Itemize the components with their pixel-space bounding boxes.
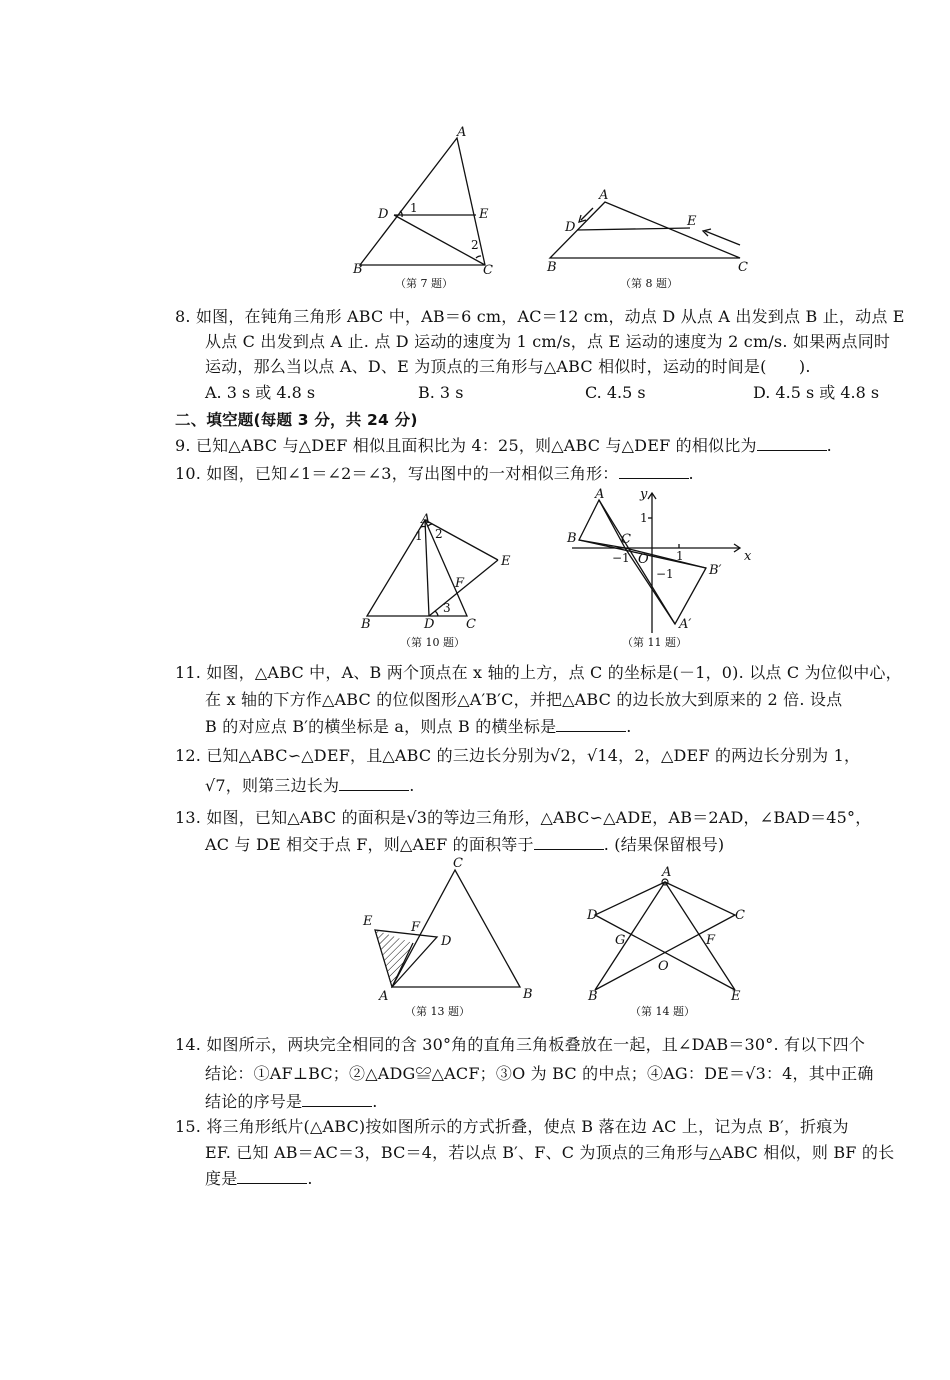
fig8-arrow-e: [705, 231, 740, 245]
fig8-label-a: A: [599, 188, 609, 203]
figure-q13: [355, 855, 545, 1025]
q8-option-c: C. 4.5 s: [585, 383, 646, 402]
fig10-angle2-label: 2: [435, 527, 443, 541]
fig14-label-f: F: [706, 933, 716, 948]
q9-post: .: [826, 436, 832, 455]
fig7-angle2-arc: [476, 256, 481, 258]
fig7-angle1-label: 1: [410, 201, 418, 215]
fig13-caption: （第 13 题）: [405, 1005, 470, 1018]
fig7-angle2-label: 2: [471, 238, 479, 252]
figure-q8: [545, 185, 755, 295]
q11-answer-blank[interactable]: [556, 717, 626, 732]
fig10-label-d: D: [424, 617, 435, 632]
fig11-tick-label-x1: 1: [676, 549, 684, 563]
fig10-label-f: F: [455, 576, 465, 591]
q11-line-1: 11. 如图，△ABC 中，A、B 两个顶点在 x 轴的上方，点 C 的坐标是(－1，0). 以点 C 为位似中心，: [175, 663, 902, 682]
fig13-label-f: F: [411, 920, 421, 935]
section-2-heading: 二、填空题(每题 3 分，共 24 分): [175, 411, 418, 429]
fig13-label-a: A: [379, 989, 389, 1004]
q13-line-2-pre: AC 与 DE 相交于点 F，则△AEF 的面积等于: [205, 835, 534, 854]
fig8-label-e: E: [687, 214, 697, 229]
figure-q10: [355, 510, 525, 655]
q15-line-3: [205, 1169, 313, 1189]
q10-pre: 10. 如图，已知∠1＝∠2＝∠3，写出图中的一对相似三角形：: [175, 464, 619, 483]
fig7-label-b: B: [353, 262, 363, 277]
fig11-tick-label-y1: 1: [640, 511, 648, 525]
fig13-label-e: E: [363, 914, 373, 929]
fig10-angle3-label: 3: [443, 601, 451, 615]
q8-line-1: 8. 如图，在钝角三角形 ABC 中，AB＝6 cm，AC＝12 cm，动点 D 从点 A 出发到点 B 止，动点 E: [175, 307, 905, 326]
fig10-label-c: C: [466, 617, 476, 632]
fig14-label-a: A: [662, 865, 672, 880]
q12-line-2: [205, 776, 414, 796]
q8-option-b: B. 3 s: [418, 383, 464, 402]
fig8-arrow-d: [581, 208, 593, 220]
fig7-label-d: D: [378, 207, 389, 222]
q12-line-2-pre: √7，则第三边长为: [205, 776, 340, 795]
fig10-segment-ad: [425, 520, 429, 616]
fig10-label-a: A: [421, 512, 431, 527]
q13-line-2-post: . (结果保留根号): [603, 835, 725, 854]
q15-line-3-post: .: [307, 1169, 313, 1188]
fig11-caption: （第 11 题）: [622, 636, 687, 649]
fig8-label-d: D: [565, 220, 576, 235]
fig7-angle1-arc: [400, 211, 402, 217]
fig11-label-a: A: [595, 487, 605, 502]
q8-line-3: 运动，那么当以点 A、D、E 为顶点的三角形与△ABC 相似时，运动的时间是( ).: [205, 357, 811, 376]
q13-line-2: [205, 835, 724, 855]
q11-line-3: [205, 717, 632, 737]
fig10-label-b: B: [361, 617, 371, 632]
q14-line-2: 结论：①AF⊥BC；②△ADG≌△ACF；③O 为 BC 的中点；④AG：DE＝√3：4，其中正确: [205, 1064, 874, 1083]
q11-line-3-pre: B 的对应点 B′的横坐标是 a，则点 B 的横坐标是: [205, 717, 557, 736]
fig11-line-aa: [599, 500, 675, 624]
fig13-label-c: C: [453, 856, 463, 871]
fig8-caption: （第 8 题）: [620, 277, 678, 290]
q15-line-2: EF. 已知 AB＝AC＝3，BC＝4，若以点 B′、F、C 为顶点的三角形与△ABC 相似，则 BF 的长: [205, 1143, 895, 1162]
fig14-label-g: G: [615, 933, 626, 948]
fig11-label-c: C: [621, 532, 631, 547]
fig14-label-d: D: [587, 908, 598, 923]
fig11-label-x: x: [744, 549, 752, 564]
q13-line-1: 13. 如图，已知△ABC 的面积是√3的等边三角形，△ABC∽△ADE，AB＝2AD，∠BAD＝45°，: [175, 808, 872, 827]
fig7-caption: （第 7 题）: [395, 277, 453, 290]
q15-line-1: 15. 将三角形纸片(△ABC)按如图所示的方式折叠，使点 B 落在边 AC 上，记为点 B′，折痕为: [175, 1117, 849, 1136]
fig10-angle3-arc: [435, 611, 438, 616]
fig13-label-b: B: [523, 987, 533, 1002]
q10-text: [175, 464, 694, 484]
fig7-label-a: A: [457, 125, 467, 140]
fig10-angle1-label: 1: [415, 529, 423, 543]
fig7-label-c: C: [483, 263, 493, 278]
fig13-label-d: D: [441, 934, 452, 949]
fig14-label-o: O: [658, 959, 669, 974]
q14-line-3-pre: 结论的序号是: [205, 1092, 303, 1111]
fig11-label-y: y: [640, 487, 648, 502]
fig11-label-b-prime: B′: [709, 563, 722, 578]
q15-answer-blank[interactable]: [237, 1169, 307, 1184]
q14-line-1: 14. 如图所示，两块完全相同的含 30°角的直角三角板叠放在一起，且∠DAB＝30°. 有以下四个: [175, 1035, 866, 1054]
q10-answer-blank[interactable]: [619, 464, 689, 479]
q14-line-3-post: .: [372, 1092, 378, 1111]
fig11-label-a-prime: A′: [679, 617, 692, 632]
q9-answer-blank[interactable]: [757, 436, 827, 451]
fig14-caption: （第 14 题）: [630, 1005, 695, 1018]
q11-line-3-post: .: [626, 717, 632, 736]
fig8-label-b: B: [547, 260, 557, 275]
fig7-triangle: [360, 138, 485, 265]
q12-line-1: 12. 已知△ABC∽△DEF，且△ABC 的三边长分别为√2，√14，2，△DEF 的两边长分别为 1，: [175, 746, 861, 765]
fig11-tick-label-ym1: −1: [656, 567, 674, 581]
q13-answer-blank[interactable]: [534, 835, 604, 850]
q8-option-d: D. 4.5 s 或 4.8 s: [753, 383, 880, 402]
q15-line-3-pre: 度是: [205, 1169, 238, 1188]
fig11-label-o: O: [638, 552, 649, 567]
q8-line-2: 从点 C 出发到点 A 止. 点 D 运动的速度为 1 cm/s，点 E 运动的速度为 2 cm/s. 如果两点同时: [205, 332, 891, 351]
q9-pre: 9. 已知△ABC 与△DEF 相似且面积比为 4：25，则△ABC 与△DEF 的相似比为: [175, 436, 757, 455]
q10-post: .: [688, 464, 694, 483]
q12-line-2-post: .: [409, 776, 415, 795]
fig11-label-b: B: [567, 531, 577, 546]
fig11-triangle-abc: [579, 500, 625, 548]
fig14-label-e: E: [731, 989, 741, 1004]
q14-answer-blank[interactable]: [302, 1092, 372, 1107]
fig11-tick-label-xm1: −1: [612, 551, 630, 565]
q11-line-2: 在 x 轴的下方作△ABC 的位似图形△A′B′C，并把△ABC 的边长放大到原来的 2 倍. 设点: [205, 690, 843, 709]
figure-q14: [585, 862, 755, 1027]
q14-line-3: [205, 1092, 378, 1112]
fig7-label-e: E: [479, 207, 489, 222]
figure-q7: [350, 125, 510, 295]
fig10-label-e: E: [501, 554, 511, 569]
figure-q11: [562, 488, 752, 658]
fig8-label-c: C: [738, 260, 748, 275]
fig10-caption: （第 10 题）: [400, 636, 465, 649]
fig14-label-b: B: [588, 989, 598, 1004]
q8-option-a: A. 3 s 或 4.8 s: [205, 383, 316, 402]
q12-answer-blank[interactable]: [339, 776, 409, 791]
q9-text: [175, 436, 832, 456]
fig14-label-c: C: [735, 908, 745, 923]
